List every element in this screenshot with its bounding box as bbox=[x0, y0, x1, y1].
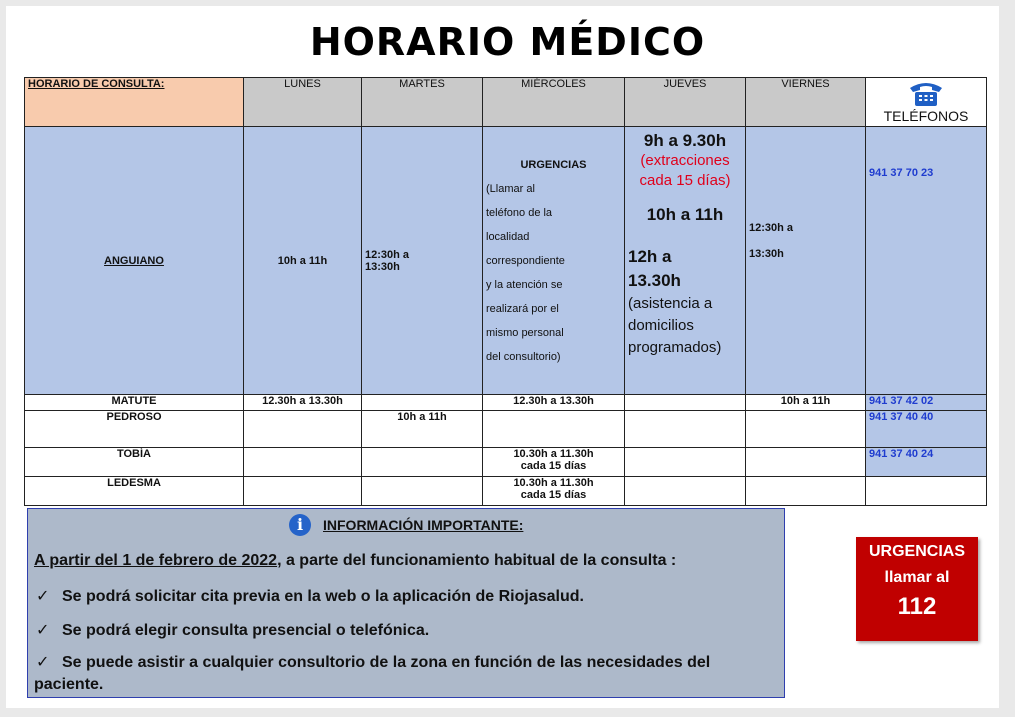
miercoles-line: localidad bbox=[486, 231, 530, 243]
ledesma-miercoles-freq: cada 15 días bbox=[520, 489, 587, 501]
checkmark-icon: ✓ bbox=[36, 654, 50, 671]
jueves-time-2: 10h a 11h bbox=[646, 205, 724, 224]
header-row bbox=[25, 78, 987, 127]
anguiano-viernes-line2: 13:30h bbox=[749, 247, 784, 260]
row-matute bbox=[25, 395, 987, 411]
tobia-jueves bbox=[625, 448, 746, 477]
urgencias-number: 112 bbox=[897, 593, 937, 620]
matute-martes bbox=[362, 395, 483, 411]
tobia-lunes bbox=[244, 448, 362, 477]
miercoles-line: teléfono de la bbox=[486, 207, 553, 219]
town-anguiano: ANGUIANO bbox=[25, 127, 244, 395]
jueves-note-1b: cada 15 días) bbox=[639, 172, 731, 189]
ledesma-miercoles bbox=[483, 477, 625, 506]
row-pedroso bbox=[25, 411, 987, 448]
anguiano-phone: 941 37 70 23 bbox=[866, 127, 987, 395]
tobia-martes bbox=[362, 448, 483, 477]
town-pedroso: PEDROSO bbox=[25, 411, 244, 448]
matute-viernes: 10h a 11h bbox=[746, 395, 866, 411]
jueves-time-3a: 12h a bbox=[628, 247, 672, 266]
anguiano-miercoles bbox=[483, 127, 625, 395]
anguiano-martes bbox=[362, 127, 483, 395]
ledesma-miercoles-time: 10.30h a 11.30h bbox=[513, 477, 594, 489]
jueves-note-3b: domicilios bbox=[628, 317, 694, 334]
tobia-phone: 941 37 40 24 bbox=[866, 448, 987, 477]
ledesma-jueves bbox=[625, 477, 746, 506]
town-ledesma: LEDESMA bbox=[25, 477, 244, 506]
important-info-box bbox=[27, 508, 785, 698]
urgencias-line2: llamar al bbox=[884, 569, 950, 586]
checkmark-icon: ✓ bbox=[36, 588, 50, 605]
anguiano-viernes-line1: 12:30h a bbox=[749, 221, 794, 234]
town-matute: MATUTE bbox=[25, 395, 244, 411]
pedroso-martes: 10h a 11h bbox=[362, 411, 483, 448]
tobia-miercoles bbox=[483, 448, 625, 477]
miercoles-line: realizará por el bbox=[486, 303, 559, 315]
matute-phone: 941 37 42 02 bbox=[866, 395, 987, 411]
info-title: INFORMACIÓN IMPORTANTE: bbox=[323, 517, 524, 533]
info-bullet bbox=[36, 620, 429, 640]
anguiano-jueves bbox=[625, 127, 746, 395]
info-bullet-text: Se puede asistir a cualquier consultorio de la zona en función de las necesidades del bbox=[62, 654, 711, 671]
miercoles-line: mismo personal bbox=[486, 327, 564, 339]
ledesma-phone bbox=[866, 477, 987, 506]
info-lead-rest: , a parte del funcionamiento habitual de la consulta : bbox=[277, 552, 677, 569]
tobia-miercoles-time: 10.30h a 11.30h bbox=[513, 448, 594, 460]
info-icon: i bbox=[289, 514, 311, 536]
jueves-note-3a: (asistencia a bbox=[628, 295, 713, 312]
anguiano-viernes bbox=[746, 127, 866, 395]
schedule-table bbox=[24, 77, 987, 506]
urgencias-note-title: URGENCIAS bbox=[520, 159, 587, 171]
info-bullet bbox=[36, 652, 710, 672]
miercoles-line: y la atención se bbox=[486, 279, 563, 291]
pedroso-jueves bbox=[625, 411, 746, 448]
row-ledesma bbox=[25, 477, 987, 506]
anguiano-martes-line1: 12:30h a bbox=[365, 248, 410, 261]
info-bullet-text: Se podrá elegir consulta presencial o telefónica. bbox=[62, 622, 430, 639]
anguiano-lunes: 10h a 11h bbox=[244, 127, 362, 395]
anguiano-martes-line2: 13:30h bbox=[365, 260, 400, 273]
urgencias-box bbox=[856, 537, 978, 641]
phones-label: TELÉFONOS bbox=[883, 108, 969, 124]
tobia-miercoles-freq: cada 15 días bbox=[520, 460, 587, 472]
matute-jueves bbox=[625, 395, 746, 411]
day-viernes: VIERNES bbox=[746, 78, 866, 127]
tobia-viernes bbox=[746, 448, 866, 477]
miercoles-line: (Llamar al bbox=[486, 183, 535, 195]
miercoles-line: correspondiente bbox=[486, 255, 565, 267]
ledesma-viernes bbox=[746, 477, 866, 506]
checkmark-icon: ✓ bbox=[36, 622, 50, 639]
info-lead-date: A partir del 1 de febrero de 2022 bbox=[34, 552, 278, 569]
info-lead bbox=[34, 552, 676, 570]
day-miercoles: MIÉRCOLES bbox=[483, 78, 625, 127]
row-anguiano bbox=[25, 127, 987, 395]
day-martes: MARTES bbox=[362, 78, 483, 127]
row-tobia bbox=[25, 448, 987, 477]
town-tobia: TOBÍA bbox=[25, 448, 244, 477]
pedroso-lunes bbox=[244, 411, 362, 448]
info-bullet-continuation: paciente. bbox=[34, 676, 104, 693]
miercoles-line: del consultorio) bbox=[486, 351, 561, 363]
jueves-time-3b: 13.30h bbox=[628, 271, 681, 290]
info-bullet bbox=[36, 586, 584, 606]
ledesma-lunes bbox=[244, 477, 362, 506]
telephone-icon bbox=[906, 78, 946, 108]
pedroso-phone: 941 37 40 40 bbox=[866, 411, 987, 448]
jueves-note-3c: programados) bbox=[628, 339, 722, 356]
pedroso-viernes bbox=[746, 411, 866, 448]
urgencias-line1: URGENCIAS bbox=[868, 543, 965, 560]
day-lunes: LUNES bbox=[244, 78, 362, 127]
jueves-time-1: 9h a 9.30h bbox=[643, 131, 727, 150]
ledesma-martes bbox=[362, 477, 483, 506]
day-jueves: JUEVES bbox=[625, 78, 746, 127]
schedule-header-label: HORARIO DE CONSULTA: bbox=[25, 78, 244, 127]
info-bullet-text: Se podrá solicitar cita previa en la web o la aplicación de Riojasalud. bbox=[62, 588, 584, 605]
phones-header bbox=[866, 78, 987, 127]
matute-miercoles: 12.30h a 13.30h bbox=[483, 395, 625, 411]
matute-lunes: 12.30h a 13.30h bbox=[244, 395, 362, 411]
page-title: HORARIO MÉDICO bbox=[309, 20, 706, 64]
pedroso-miercoles bbox=[483, 411, 625, 448]
jueves-note-1a: (extracciones bbox=[640, 152, 730, 169]
